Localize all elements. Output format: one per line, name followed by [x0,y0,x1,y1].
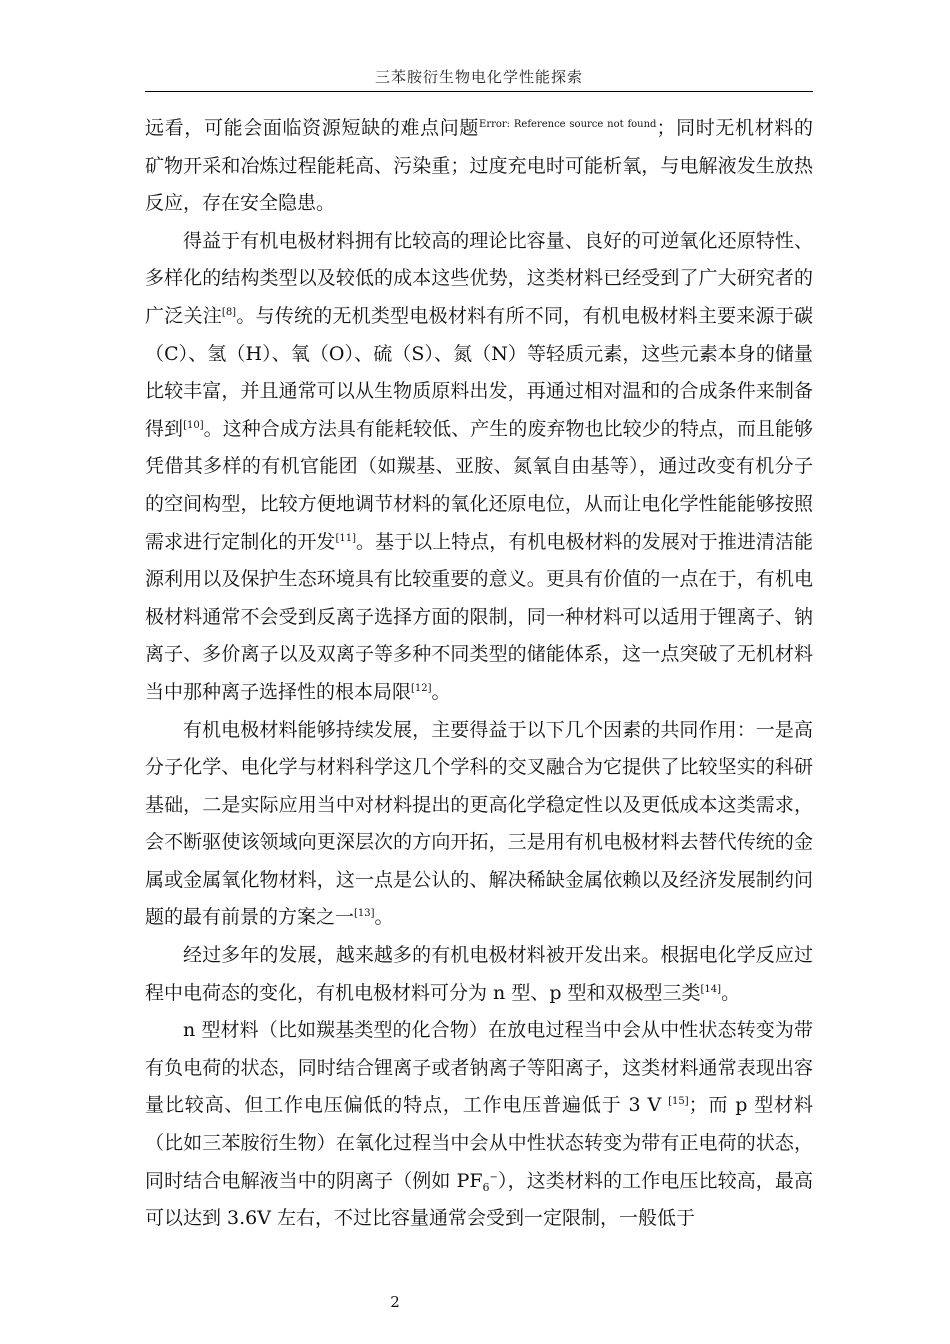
text-run: ；同时无机材料的矿物开采和冶炼过程能耗高、污染重；过度充电时可能析氧，与电解液发生放热反应，存在安全隐患。 [145,117,813,215]
paragraph [145,937,813,1012]
citation-superscript: [15] [668,1096,689,1108]
text-run: 有机电极材料能够持续发展，主要得益于以下几个因素的共同作用：一是高分子化学、电化学与材料科学这几个学科的交叉融合为它提供了比较坚实的科研基础，二是实际应用当中对材料提出的更高化学稳定性以及更低成本这类需求，会不断驱使该领域向更深层次的方向开拓，三是用有机电极材料去替代传统的金属或金属氧化物材料，这一点是公认的、解决稀缺金属依赖以及经济发展制约问题的最有前景的方案之一 [145,718,813,929]
citation-superscript: Error: Reference source not found [479,119,657,130]
citation-superscript: [11] [335,532,356,544]
page-number: 2 [390,1293,400,1311]
text-run: 。与传统的无机类型电极材料有所不同，有机电极材料主要来源于碳（C）、氢（H）、氧（O）、硫（S）、氮（N）等轻质元素，这些元素本身的储量比较丰富，并且通常可以从生物质原料出发，再通过相对温和的合成条件来制备得到 [145,304,813,440]
citation-superscript: [10] [183,419,204,431]
paragraph [145,110,813,223]
text-run: n 型材料（比如羰基类型的化合物）在放电过程当中会从中性状态转变为带有负电荷的状态，同时结合锂离子或者钠离子等阳离子，这类材料通常表现出容量比较高、但工作电压偏低的特点，工作电压普遍低于 3 V [145,1019,813,1117]
paragraph [145,1012,813,1238]
text-run: 远看，可能会面临资源短缺的难点问题 [145,117,480,139]
text-run: 。 [431,680,451,703]
text-run: 得益于有机电极材料拥有比较高的理论比容量、良好的可逆氧化还原特性、多样化的结构类型以及较低的成本这些优势，这类材料已经受到了广大研究者的广泛关注 [145,229,813,327]
text-run: 经过多年的发展，越来越多的有机电极材料被开发出来。根据电化学反应过程中电荷态的变化，有机电极材料可分为 n 型、p 型和双极型三类 [145,944,813,1004]
paragraph [145,223,813,712]
text-run: 。这种合成方法具有能耗较低、产生的废弃物也比较少的特点，而且能够凭借其多样的有机官能团（如羰基、亚胺、氮氧自由基等），通过改变有机分子的空间构型，比较方便地调节材料的氧化还原电位，从而让电化学性能能够按照需求进行定制化的开发 [145,417,813,553]
subscript: 6 [482,1180,490,1194]
citation-superscript: [8] [221,306,237,318]
text-run: ；而 p 型材料（比如三苯胺衍生物）在氧化过程当中会从中性状态转变为带有正电荷的状态，同时结合电解液当中的阴离子（例如 PF [145,1094,813,1192]
text-run: 。基于以上特点，有机电极材料的发展对于推进清洁能源利用以及保护生态环境具有比较重要的意义。更具有价值的一点在于，有机电极材料通常不会受到反离子选择方面的限制，同一种材料可以适用于锂离子、钠离子、多价离子以及双离子等多种不同类型的储能体系，这一点突破了无机材料当中那种离子选择性的根本局限 [145,530,813,703]
header-rule [145,91,813,92]
text-run: 。 [721,981,741,1004]
citation-superscript: [14] [700,983,722,995]
body-text [145,110,813,1238]
paragraph [145,712,813,938]
citation-superscript: − [489,1171,498,1183]
text-run: 。 [374,906,394,929]
citation-superscript: [12] [411,682,432,694]
text-run: ），这类材料的工作电压比较高，最高可以达到 3.6V 左右，不过比容量通常会受到一定限制，一般低于 [145,1169,813,1230]
citation-superscript: [13] [354,908,375,920]
running-header: 三苯胺衍生物电化学性能探索 [374,68,583,86]
